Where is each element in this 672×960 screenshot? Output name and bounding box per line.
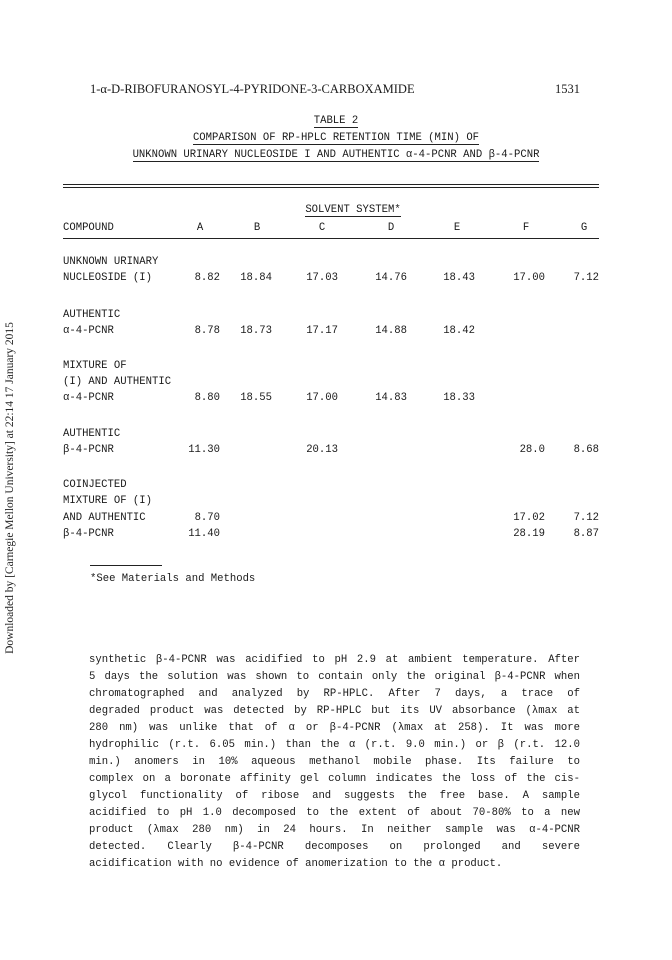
column-header-c: C [318,222,326,234]
compound-name-line: NUCLEOSIDE (I) [63,272,153,284]
column-header-e: E [453,222,461,234]
column-header-f: F [522,222,530,234]
value-d: 14.83 [375,392,407,404]
footnote-rule [90,565,162,566]
table-label: TABLE 2 [313,115,359,127]
compound-name-line: MIXTURE OF (I) [63,495,153,507]
column-header-compound: COMPOUND [63,222,114,234]
value-c: 20.13 [306,444,338,456]
value-a: 8.78 [194,325,220,337]
body-line: min.) anomers in 10% aqueous methanol mobile phase. Its failure to [89,756,580,768]
table-footnote: *See Materials and Methods [90,573,256,585]
value-f: 28.19 [513,528,545,540]
download-watermark [2,0,18,960]
table-top-rule-double [63,187,599,188]
compound-name-line: UNKNOWN URINARY [63,256,159,268]
value-f: 17.02 [513,512,545,524]
value-a: 8.70 [194,512,220,524]
compound-name-line: α-4-PCNR [63,392,114,404]
value-g: 8.87 [573,528,599,540]
body-line: 280 nm) was unlike that of α or β-4-PCNR (λmax at 258). It was more [89,722,580,734]
value-c: 17.00 [306,392,338,404]
body-line: synthetic β-4-PCNR was acidified to pH 2.9 at ambient temperature. After [89,654,580,666]
value-c: 17.03 [306,272,338,284]
compound-name-line: (I) AND AUTHENTIC [63,376,172,388]
value-b: 18.55 [240,392,272,404]
table-top-rule [63,184,599,185]
value-d: 14.88 [375,325,407,337]
table-header-rule [63,238,599,239]
compound-name-line: β-4-PCNR [63,528,114,540]
value-a: 11.40 [188,528,220,540]
running-title: 1-α-D-RIBOFURANOSYL-4-PYRIDONE-3-CARBOXAMIDE [90,82,415,96]
value-e: 18.33 [443,392,475,404]
table-caption-line-2: UNKNOWN URINARY NUCLEOSIDE I AND AUTHENTIC α-4-PCNR AND β-4-PCNR [132,149,540,161]
body-line: acidified to pH 1.0 decomposed to the extent of about 70-80% to a new [89,807,580,819]
column-header-a: A [196,222,204,234]
value-a: 11.30 [188,444,220,456]
value-b: 18.84 [240,272,272,284]
body-line: 5 days the solution was shown to contain only the original β-4-PCNR when [89,671,580,683]
value-c: 17.17 [306,325,338,337]
column-header-b: B [253,222,261,234]
compound-name-line: β-4-PCNR [63,444,114,456]
column-header-g: G [580,222,588,234]
body-line: glycol functionality of ribose and suggests the free base. A sample [89,790,580,802]
table-caption-line-1: COMPARISON OF RP-HPLC RETENTION TIME (MIN) OF [192,132,480,144]
value-g: 8.68 [573,444,599,456]
value-a: 8.80 [194,392,220,404]
compound-name-line: AND AUTHENTIC [63,512,146,524]
value-e: 18.43 [443,272,475,284]
body-line: complex on a boronate affinity gel column indicates the loss of the cis- [89,773,580,785]
value-b: 18.73 [240,325,272,337]
value-g: 7.12 [573,272,599,284]
compound-name-line: AUTHENTIC [63,309,121,321]
value-f: 28.0 [519,444,545,456]
value-f: 17.00 [513,272,545,284]
compound-name-line: MIXTURE OF [63,360,127,372]
value-a: 8.82 [194,272,220,284]
column-header-d: D [387,222,395,234]
value-e: 18.42 [443,325,475,337]
body-line: chromatographed and analyzed by RP-HPLC. After 7 days, a trace of [89,688,580,700]
compound-name-line: α-4-PCNR [63,325,114,337]
body-line: product (λmax 280 nm) in 24 hours. In neither sample was α-4-PCNR [89,824,580,836]
body-line: acidification with no evidence of anomerization to the α product. [89,858,503,870]
compound-name-line: AUTHENTIC [63,428,121,440]
body-line: hydrophilic (r.t. 6.05 min.) than the α (r.t. 9.0 min.) or β (r.t. 12.0 [89,739,580,751]
download-notice: Downloaded by [Carnegie Mellon University] at 22:14 17 January 2015 [4,322,16,654]
solvent-system-header: SOLVENT SYSTEM* [305,204,401,216]
value-g: 7.12 [573,512,599,524]
body-line: detected. Clearly β-4-PCNR decomposes on prolonged and severe [89,841,580,853]
body-line: degraded product was detected by RP-HPLC but its UV absorbance (λmax at [89,705,580,717]
page-number: 1531 [555,82,580,96]
compound-name-line: COINJECTED [63,479,127,491]
value-d: 14.76 [375,272,407,284]
